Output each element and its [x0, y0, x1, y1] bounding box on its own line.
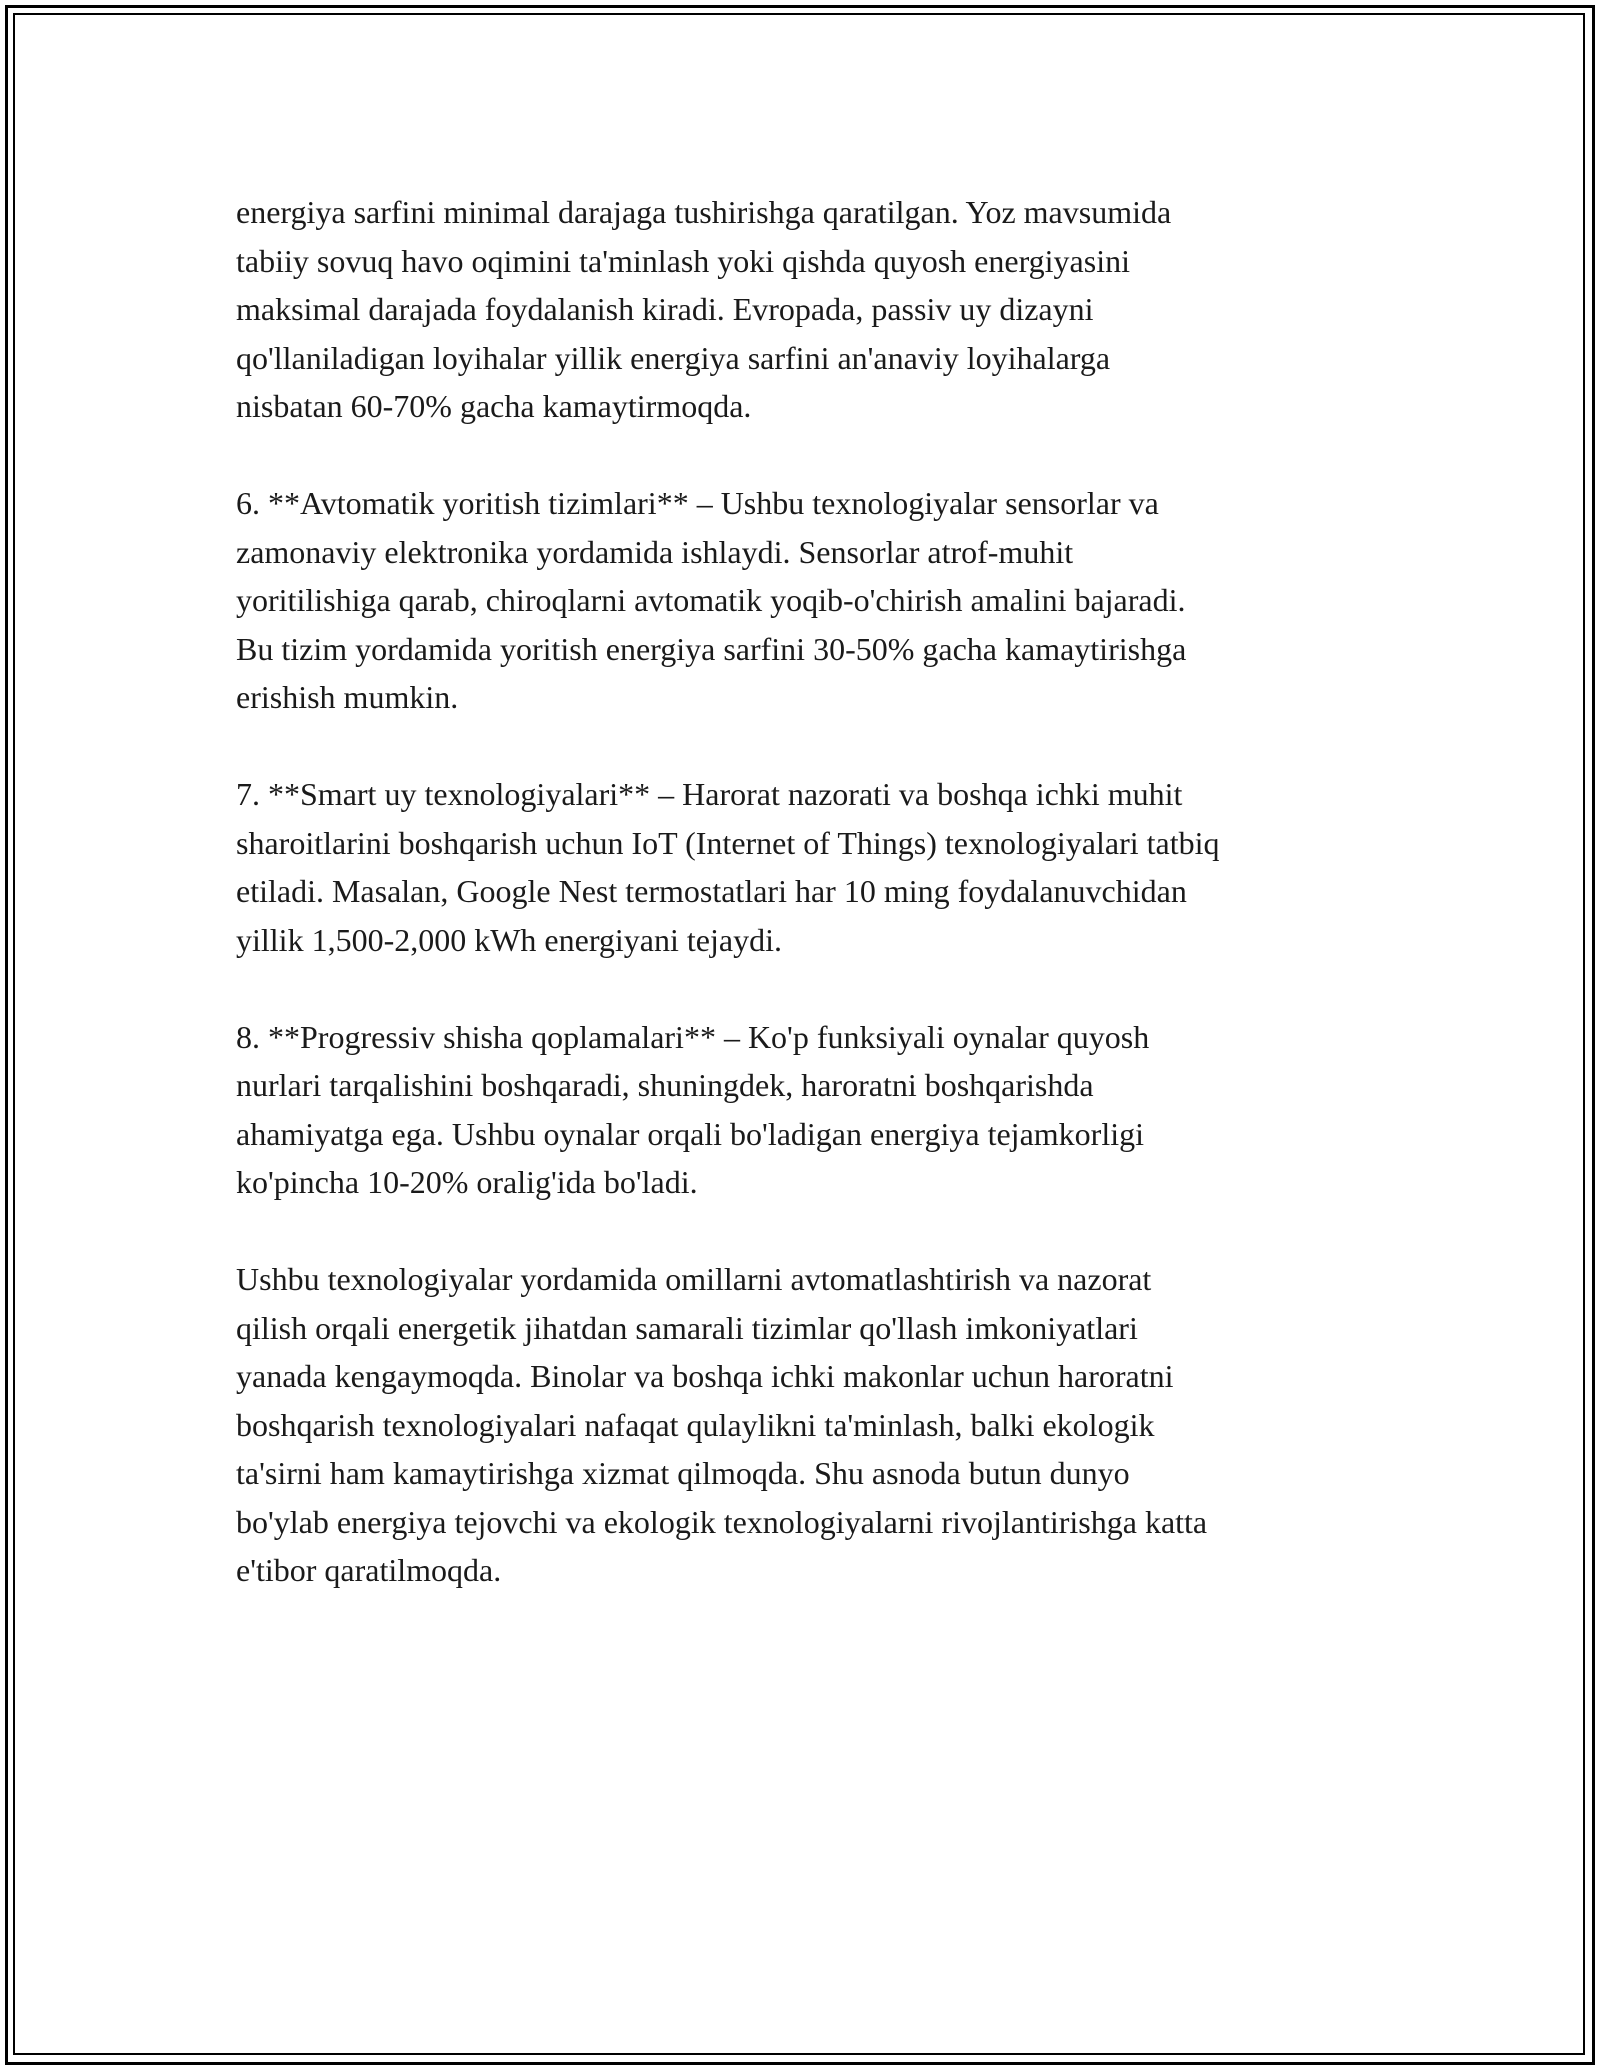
- paragraph-conclusion: Ushbu texnologiyalar yordamida omillarni avtomatlashtirish va nazorat qilish orqali energetik jihatdan samarali tizimlar qo'llash imkoniyatlari yanada kengaymoqda. Binolar va boshqa ichki makonlar uchun haroratni boshqarish texnologiyalari nafaqat qulaylikni ta'minlash, balki ekologik ta'sirni ham kamaytirishga xizmat qilmoqda. Shu asnoda butun dunyo bo'ylab energiya tejovchi va ekologik texnologiyalarni rivojlantirishga katta e'tibor qaratilmoqda.: [236, 1261, 1208, 1588]
- paragraph-passive-design: energiya sarfini minimal darajaga tushirishga qaratilgan. Yoz mavsumida tabiiy sovuq havo oqimini ta'minlash yoki qishda quyosh energiyasini maksimal darajada foydalanish kiradi. Evropada, passiv uy dizayni qo'llaniladigan loyihalar yillik energiya sarfini an'anaviy loyihalarga nisbatan 60-70% gacha kamaytirmoqda.: [236, 194, 1172, 424]
- paragraph-glass-coatings: 8. **Progressiv shisha qoplamalari** – Ko'p funksiyali oynalar quyosh nurlari tarqalishini boshqaradi, shuningdek, haroratni boshqarishda ahamiyatga ega. Ushbu oynalar orqali bo'ladigan energiya tejamkorligi ko'pincha 10-20% oralig'ida bo'ladi.: [236, 1018, 1150, 1200]
- document-body: [236, 188, 1386, 1595]
- paragraph-smart-home: 7. **Smart uy texnologiyalari** – Harorat nazorati va boshqa ichki muhit sharoitlarini boshqarish uchun IoT (Internet of Things) texnologiyalari tatbiq etiladi. Masalan, Google Nest termostatlari har 10 ming foydalanuvchidan yillik 1,500-2,000 kWh energiyani tejaydi.: [236, 776, 1220, 958]
- paragraph-automatic-lighting: 6. **Avtomatik yoritish tizimlari** – Ushbu texnologiyalar sensorlar va zamonaviy elektronika yordamida ishlaydi. Sensorlar atrof-muhit yoritilishiga qarab, chiroqlarni avtomatik yoqib-o'chirish amalini bajaradi. Bu tizim yordamida yoritish energiya sarfini 30-50% gacha kamaytirishga erishish mumkin.: [236, 485, 1187, 715]
